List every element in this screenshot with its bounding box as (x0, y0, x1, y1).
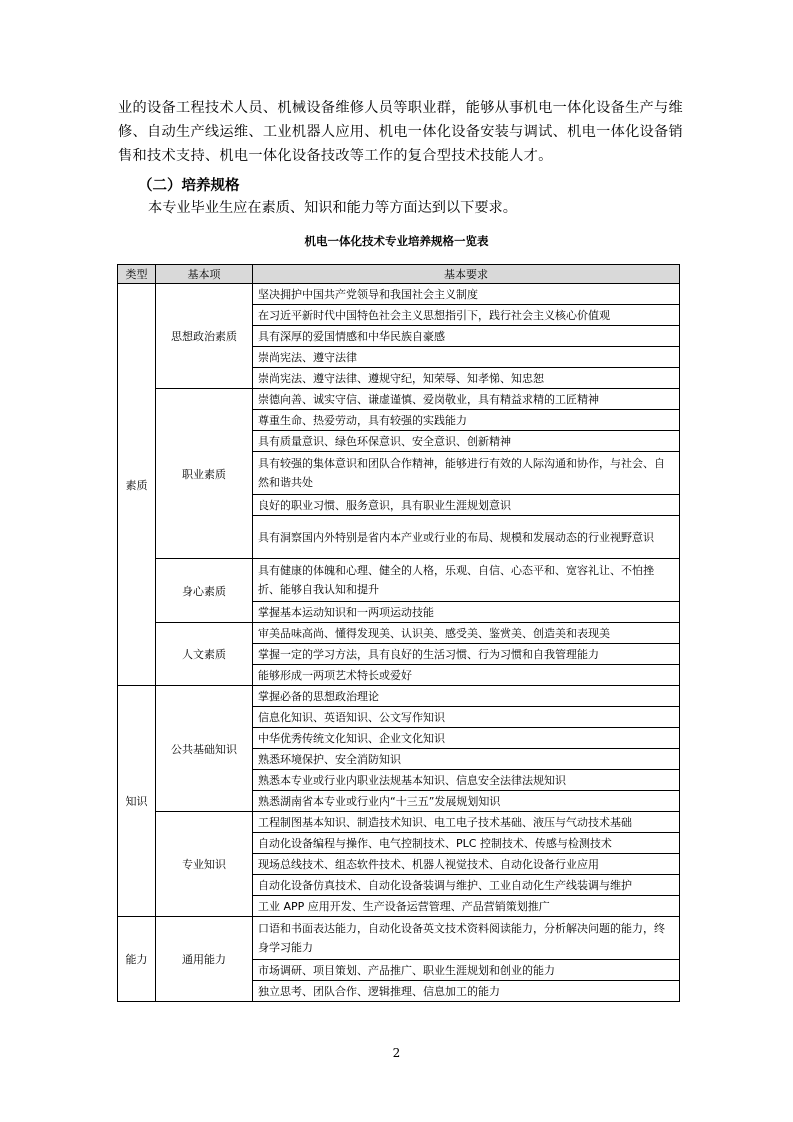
requirement-cell: 坚决拥护中国共产党领导和我国社会主义制度 (253, 284, 680, 305)
category-cell: 能力 (118, 917, 156, 1002)
table-row (118, 559, 680, 602)
table-body (118, 284, 680, 1002)
requirement-cell: 信息化知识、英语知识、公文写作知识 (253, 707, 680, 728)
requirement-cell: 良好的职业习惯、服务意识，具有职业生涯规划意识 (253, 495, 680, 516)
item-cell: 通用能力 (156, 917, 253, 1002)
requirement-cell: 崇尚宪法、遵守法律、遵规守纪，知荣辱、知孝悌、知忠恕 (253, 368, 680, 389)
requirement-cell: 在习近平新时代中国特色社会主义思想指引下，践行社会主义核心价值观 (253, 305, 680, 326)
requirement-cell: 工业 APP 应用开发、生产设备运营管理、产品营销策划推广 (253, 896, 680, 917)
requirement-cell: 掌握基本运动知识和一两项运动技能 (253, 602, 680, 623)
table-row (118, 284, 680, 305)
spec-table (117, 264, 680, 1002)
requirement-cell: 具有较强的集体意识和团队合作精神，能够进行有效的人际沟通和协作，与社会、自然和谐共处 (253, 452, 680, 495)
requirement-cell: 熟悉湖南省本专业或行业内“十三五”发展规划知识 (253, 791, 680, 812)
requirement-cell: 具有健康的体魄和心理、健全的人格，乐观、自信、心态平和、宽容礼让、不怕挫折、能够自我认知和提升 (253, 559, 680, 602)
item-cell: 身心素质 (156, 559, 253, 623)
requirement-cell: 能够形成一两项艺术特长或爱好 (253, 665, 680, 686)
table-row (118, 623, 680, 644)
header-item: 基本项 (156, 265, 253, 284)
table-row (118, 812, 680, 833)
table-row (118, 686, 680, 707)
requirement-cell: 现场总线技术、组态软件技术、机器人视觉技术、自动化设备行业应用 (253, 854, 680, 875)
item-cell: 职业素质 (156, 389, 253, 559)
requirement-cell: 市场调研、项目策划、产品推广、职业生涯规划和创业的能力 (253, 960, 680, 981)
requirement-cell: 具有深厚的爱国情感和中华民族自豪感 (253, 326, 680, 347)
table-row (118, 389, 680, 410)
requirement-cell: 尊重生命、热爱劳动，具有较强的实践能力 (253, 410, 680, 431)
requirement-cell: 工程制图基本知识、制造技术知识、电工电子技术基础、液压与气动技术基础 (253, 812, 680, 833)
category-cell: 知识 (118, 686, 156, 917)
section-heading: （二）培养规格 (138, 177, 240, 194)
requirement-cell: 崇尚宪法、遵守法律 (253, 347, 680, 368)
requirement-cell: 掌握必备的思想政治理论 (253, 686, 680, 707)
item-cell: 人文素质 (156, 623, 253, 686)
table-caption: 机电一体化技术专业培养规格一览表 (304, 234, 489, 248)
category-cell: 素质 (118, 284, 156, 686)
item-cell: 公共基础知识 (156, 686, 253, 812)
table-header-row (118, 265, 680, 284)
requirement-cell: 自动化设备编程与操作、电气控制技术、PLC 控制技术、传感与检测技术 (253, 833, 680, 854)
body-paragraph: 业的设备工程技术人员、机械设备维修人员等职业群，能够从事机电一体化设备生产与维修、自动生产线运维、工业机器人应用、机电一体化设备安装与调试、机电一体化设备销售和技术支持、机电一体化设备技改等工作的复合型技术技能人才。 (118, 100, 684, 164)
table-row (118, 917, 680, 960)
requirement-cell: 掌握一定的学习方法，具有良好的生活习惯、行为习惯和自我管理能力 (253, 644, 680, 665)
requirement-cell: 具有质量意识、绿色环保意识、安全意识、创新精神 (253, 431, 680, 452)
header-requirement: 基本要求 (253, 265, 680, 284)
intro-sentence: 本专业毕业生应在素质、知识和能力等方面达到以下要求。 (148, 200, 517, 216)
item-cell: 专业知识 (156, 812, 253, 917)
item-cell: 思想政治素质 (156, 284, 253, 389)
requirement-cell: 具有洞察国内外特别是省内本产业或行业的布局、规模和发展动态的行业视野意识 (253, 516, 680, 559)
requirement-cell: 审美品味高尚、懂得发现美、认识美、感受美、鉴赏美、创造美和表现美 (253, 623, 680, 644)
requirement-cell: 熟悉环境保护、安全消防知识 (253, 749, 680, 770)
requirement-cell: 熟悉本专业或行业内职业法规基本知识、信息安全法律法规知识 (253, 770, 680, 791)
requirement-cell: 独立思考、团队合作、逻辑推理、信息加工的能力 (253, 981, 680, 1002)
requirement-cell: 崇德向善、诚实守信、谦虚谨慎、爱岗敬业，具有精益求精的工匠精神 (253, 389, 680, 410)
requirement-cell: 自动化设备仿真技术、自动化设备装调与维护、工业自动化生产线装调与维护 (253, 875, 680, 896)
page-number: 2 (392, 1046, 401, 1060)
header-type: 类型 (118, 265, 156, 284)
requirement-cell: 中华优秀传统文化知识、企业文化知识 (253, 728, 680, 749)
requirement-cell: 口语和书面表达能力，自动化设备英文技术资料阅读能力，分析解决问题的能力，终身学习能力 (253, 917, 680, 960)
